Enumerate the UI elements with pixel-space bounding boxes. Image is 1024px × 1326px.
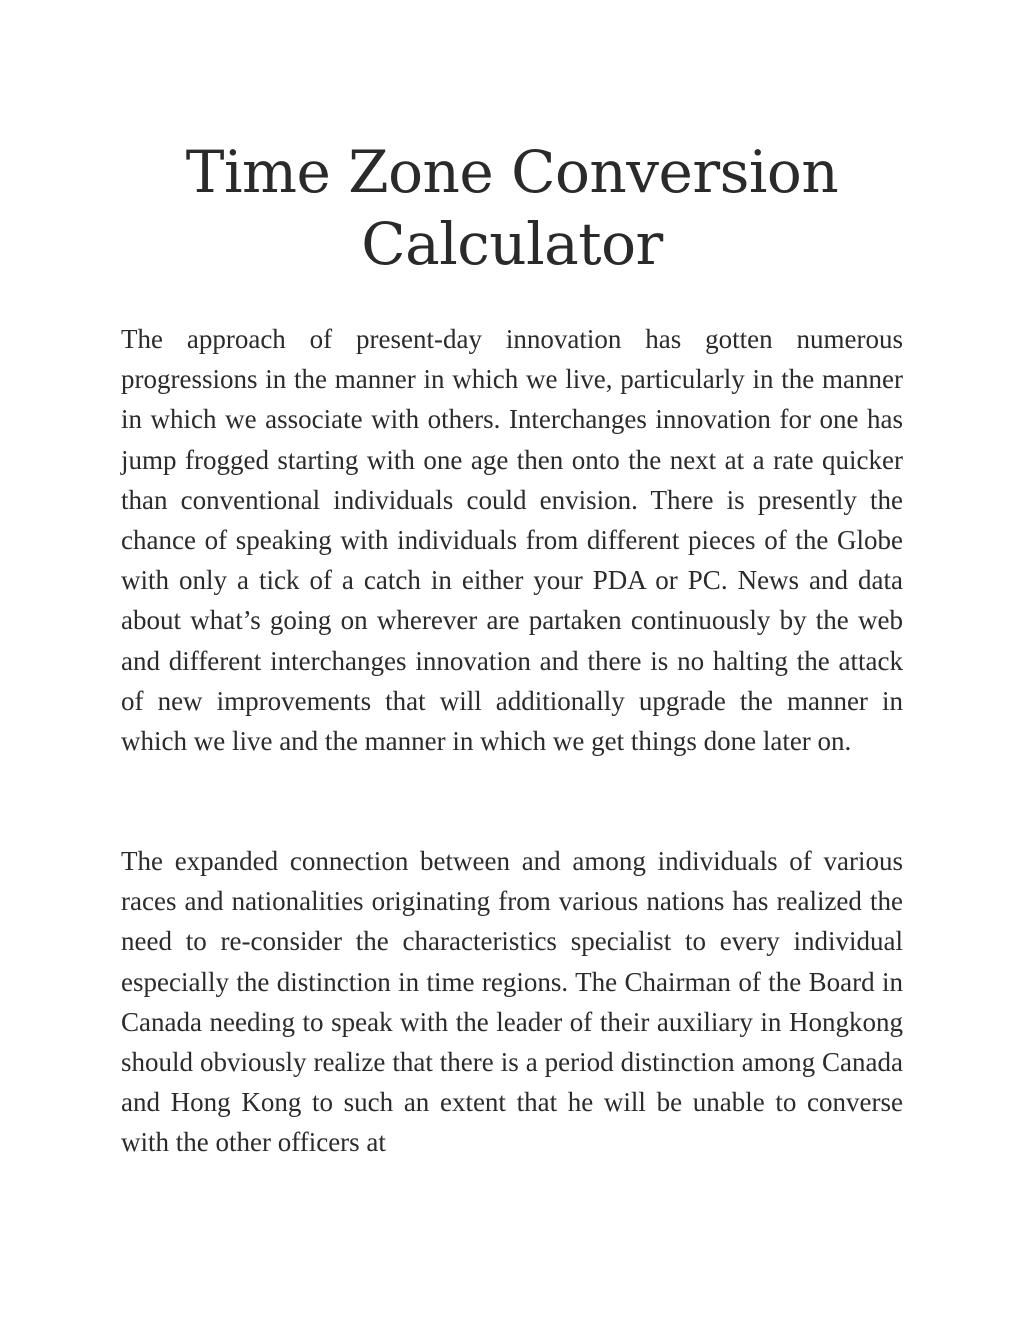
document-title: Time Zone Conversion Calculator xyxy=(185,138,839,278)
body-paragraph-1: The approach of present-day innovation has gotten numerous progressions in the manner in which we live, particularly in the manner in which we associate with others. Interchanges innovation for one has jump frogged starting with one age then onto the next at a rate quicker than conventional individuals could envision. There is presently the chance of speaking with individuals from different pieces of the Globe with only a tick of a catch in either your PDA or PC. News and data about what’s going on wherever are partaken continuously by the web and different interchanges innovation and there is no halting the attack of new improvements that will additionally upgrade the manner in which we live and the manner in which we get things done later on. xyxy=(121,324,903,757)
body-paragraph-2: The expanded connection between and among individuals of various races and nationalities originating from various nations has realized the need to re-consider the characteristics specialist to every individual especially the distinction in time regions. The Chairman of the Board in Canada needing to speak with the leader of their auxiliary in Hongkong should obviously realize that there is a period distinction among Canada and Hong Kong to such an extent that he will be unable to converse with the other officers at xyxy=(121,846,903,1158)
